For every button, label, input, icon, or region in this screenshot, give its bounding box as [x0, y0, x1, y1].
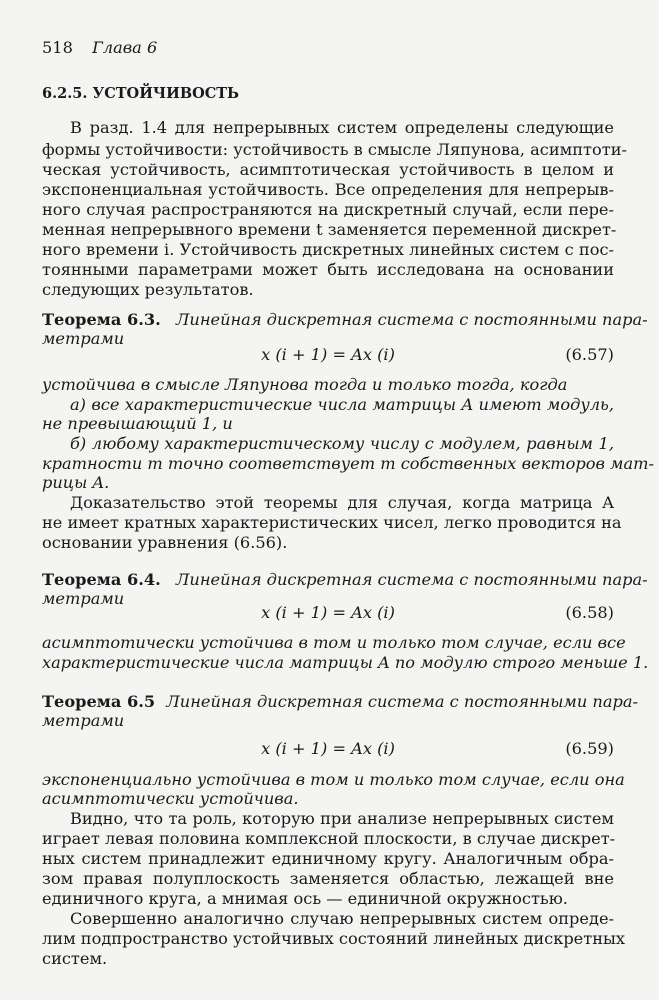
paragraph-line: зом правая полуплоскость заменяется областью, лежащей вне: [42, 869, 614, 888]
paragraph-line: лим подпространство устойчивых состояний линейных дискретных: [42, 929, 626, 948]
intro-line: следующих результатов.: [42, 280, 254, 299]
equation-number: (6.57): [565, 345, 614, 364]
equation-formula: x (i + 1) = Ax (i): [261, 739, 395, 758]
condition-a: а) все характеристические числа матрицы A имеют модуль,: [70, 395, 614, 414]
section-title: 6.2.5. УСТОЙЧИВОСТЬ: [42, 85, 240, 102]
equation-formula: x (i + 1) = Ax (i): [261, 345, 395, 364]
theorem-6-4-head: Теорема 6.4.: [42, 570, 161, 589]
condition-b-cont: кратности m точно соответствует m собственных векторов мат-: [42, 454, 654, 473]
theorem-6-4-text: Линейная дискретная система с постоянными пара-: [175, 570, 648, 589]
theorem-6-4-condition: асимптотически устойчива в том и только том случае, если все: [42, 633, 626, 652]
intro-line: ного времени i. Устойчивость дискретных линейных систем с пос-: [42, 240, 614, 259]
intro-line: экспоненциальная устойчивость. Все определения для непрерыв-: [42, 180, 614, 199]
intro-line: тоянными параметрами может быть исследована на основании: [42, 260, 614, 279]
chapter-label: Глава 6: [92, 38, 158, 57]
intro-line: В разд. 1.4 для непрерывных систем определены следующие: [70, 118, 614, 137]
equation-number: (6.58): [565, 603, 614, 622]
theorem-6-5-condition: экспоненциально устойчива в том и только том случае, если она: [42, 770, 625, 789]
condition-b-cont: рицы A.: [42, 473, 110, 492]
proof-line: Доказательство этой теоремы для случая, когда матрица A: [70, 493, 614, 512]
theorem-6-4-condition-cont: характеристические числа матрицы A по модулю строго меньше 1.: [42, 653, 649, 672]
proof-line: не имеет кратных характеристических чисел, легко проводится на: [42, 513, 622, 532]
intro-line: менная непрерывного времени t заменяется переменной дискрет-: [42, 220, 617, 239]
theorem-6-4-statement: [42, 570, 648, 590]
theorem-6-5-condition-cont: асимптотически устойчива.: [42, 789, 299, 808]
theorem-6-3-text: Линейная дискретная система с постоянными пара-: [175, 310, 648, 329]
paragraph-line: Видно, что та роль, которую при анализе непрерывных систем: [70, 809, 614, 828]
theorem-6-3-head: Теорема 6.3.: [42, 310, 161, 329]
proof-line: основании уравнения (6.56).: [42, 533, 288, 552]
paragraph-line: систем.: [42, 949, 108, 968]
theorem-6-5-text: Линейная дискретная система с постоянными пара-: [166, 692, 638, 711]
paragraph-line: единичного круга, а мнимая ось — единичной окружностью.: [42, 889, 568, 908]
theorem-6-5-text-cont: метрами: [42, 711, 125, 730]
theorem-6-3-condition: устойчива в смысле Ляпунова тогда и только тогда, когда: [42, 375, 568, 394]
page-number: 518: [42, 38, 73, 57]
theorem-6-5-statement: [42, 692, 638, 712]
theorem-6-5-head: Теорема 6.5: [42, 692, 156, 711]
running-header: [42, 38, 614, 58]
theorem-6-4-text-cont: метрами: [42, 589, 125, 608]
intro-line: ного случая распространяются на дискретный случай, если пере-: [42, 200, 614, 219]
paragraph-line: ных систем принадлежит единичному кругу. Аналогичным обра-: [42, 849, 614, 868]
theorem-6-3-statement: [42, 310, 648, 330]
condition-a-cont: не превышающий 1, и: [42, 414, 233, 433]
theorem-6-3-text-cont: метрами: [42, 329, 125, 348]
intro-line: формы устойчивости: устойчивость в смысле Ляпунова, асимптоти-: [42, 140, 627, 159]
equation-formula: x (i + 1) = Ax (i): [261, 603, 395, 622]
condition-b: б) любому характеристическому числу с модулем, равным 1,: [70, 434, 614, 453]
intro-line: ческая устойчивость, асимптотическая устойчивость в целом и: [42, 160, 614, 179]
paragraph-line: Совершенно аналогично случаю непрерывных систем опреде-: [70, 909, 614, 928]
equation-number: (6.59): [565, 739, 614, 758]
paragraph-line: играет левая половина комплексной плоскости, в случае дискрет-: [42, 829, 616, 848]
